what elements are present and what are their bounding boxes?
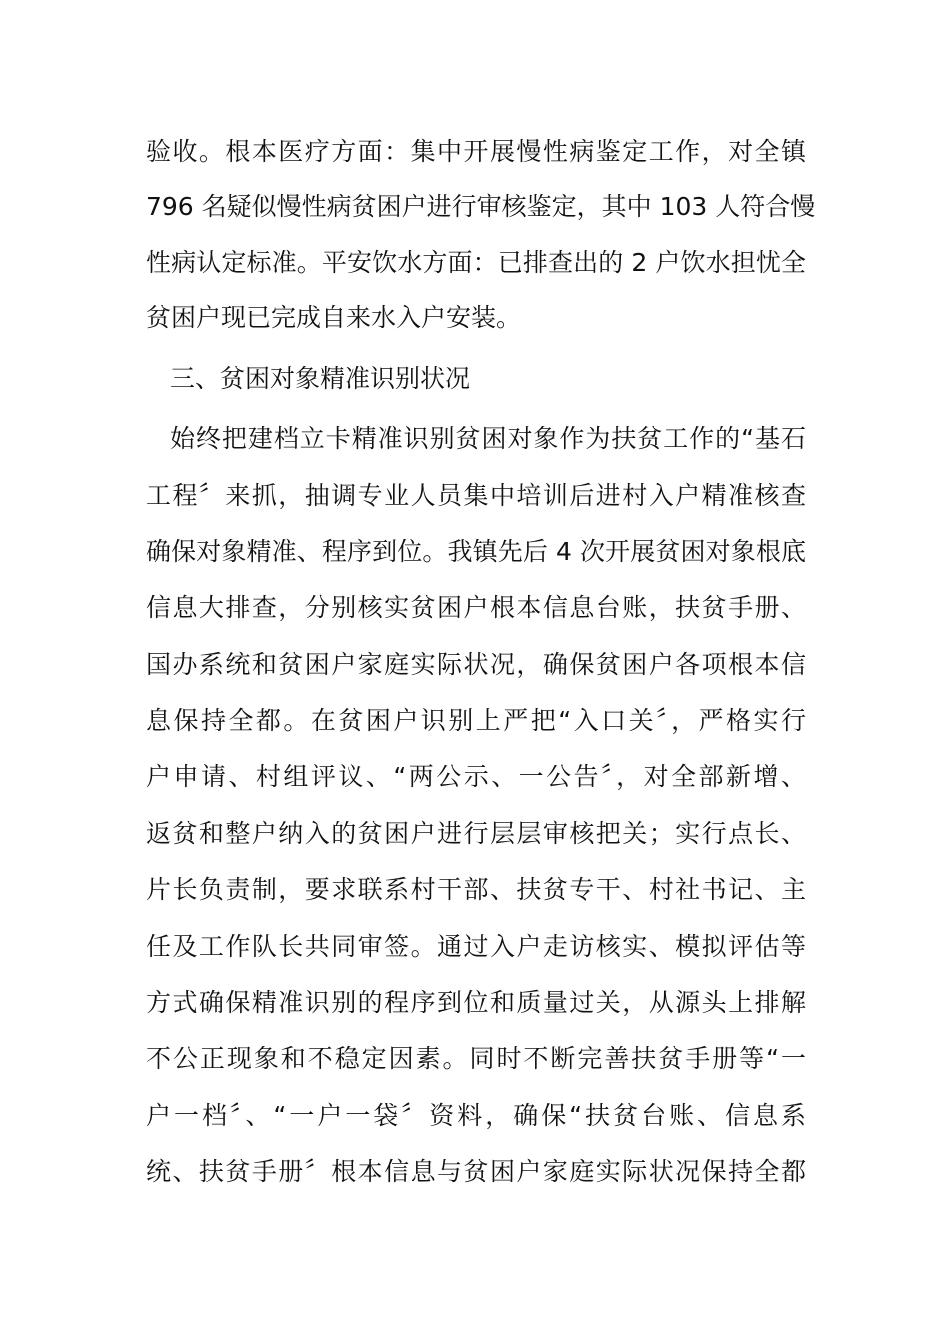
paragraph-line: 性病认定标准。平安饮水方面：已排查出的 2 户饮水担忧全 (146, 248, 806, 277)
paragraph-line: 统、扶贫手册〞根本信息与贫困户家庭实际状况保持全都 (146, 1157, 806, 1186)
section-heading: 三、贫困对象精准识别状况 (170, 364, 471, 393)
paragraph-line: 796 名疑似慢性病贫困户进行审核鉴定，其中 103 人符合慢 (146, 192, 816, 221)
paragraph-line: 息保持全都。在贫困户识别上严把“入口关〞，严格实行 (146, 706, 806, 735)
paragraph-line: 任及工作队长共同审签。通过入户走访核实、模拟评估等 (146, 932, 806, 961)
paragraph-line: 国办系统和贫困户家庭实际状况，确保贫困户各项根本信 (146, 650, 806, 679)
paragraph-line: 贫困户现已完成自来水入户安装。 (146, 303, 522, 332)
paragraph-line: 确保对象精准、程序到位。我镇先后 4 次开展贫困对象根底 (146, 537, 806, 566)
paragraph-line: 不公正现象和不稳定因素。同时不断完善扶贫手册等“一 (146, 1044, 806, 1073)
paragraph-line: 信息大排查，分别核实贫困户根本信息台账，扶贫手册、 (146, 593, 806, 622)
paragraph-line: 户一档〞、“一户一袋〞资料，确保“扶贫台账、信息系 (146, 1101, 806, 1130)
paragraph-line: 始终把建档立卡精准识别贫困对象作为扶贫工作的“基石 (170, 424, 806, 453)
paragraph-line: 验收。根本医疗方面：集中开展慢性病鉴定工作，对全镇 (146, 137, 806, 166)
paragraph-line: 方式确保精准识别的程序到位和质量过关，从源头上排解 (146, 988, 806, 1017)
paragraph-line: 片长负责制，要求联系村干部、扶贫专干、村社书记、主 (146, 875, 806, 904)
paragraph-line: 工程〞来抓，抽调专业人员集中培训后进村入户精准核查 (146, 481, 806, 510)
paragraph-line: 户申请、村组评议、“两公示、一公告〞，对全部新增、 (146, 762, 806, 791)
paragraph-line: 返贫和整户纳入的贫困户进行层层审核把关；实行点长、 (146, 819, 806, 848)
